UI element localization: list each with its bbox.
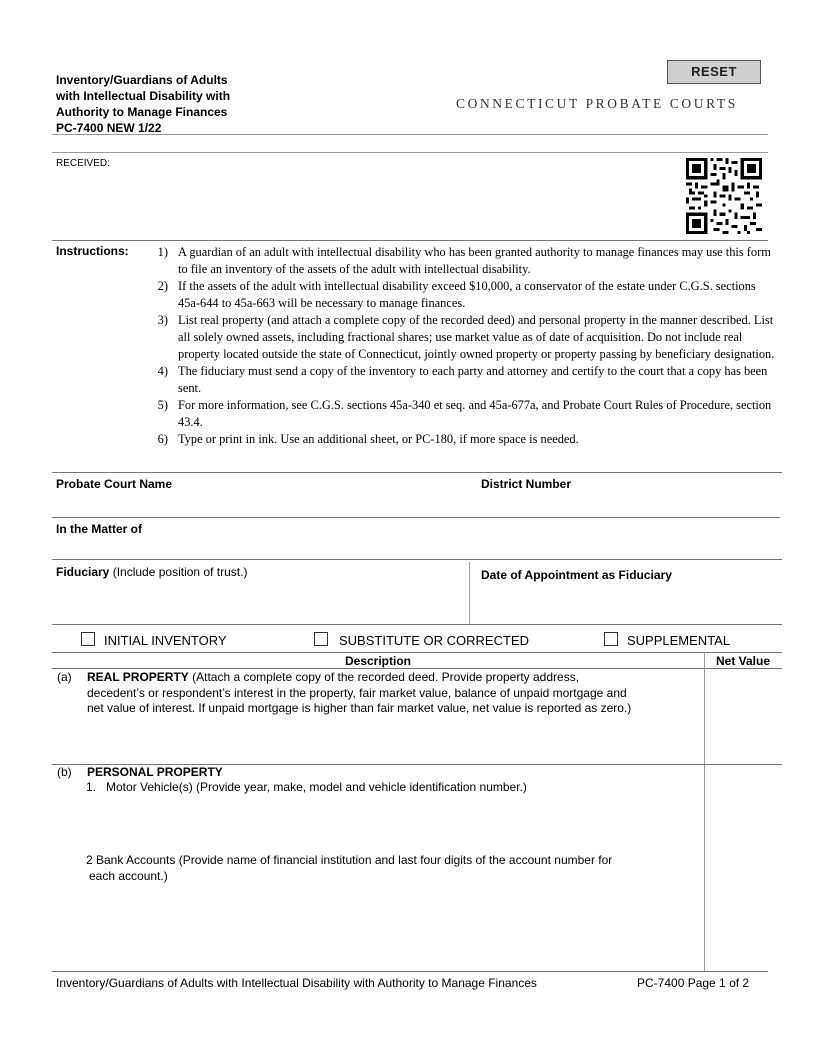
divider [469, 562, 470, 624]
divider [52, 152, 768, 153]
instruction-item [150, 244, 775, 278]
received-label: RECEIVED: [56, 158, 110, 169]
district-number-field[interactable] [481, 494, 771, 514]
fiduciary-label-group [56, 565, 247, 579]
real-property-instruction: net value of interest. If unpaid mortgage is higher than fair market value, net value is reported as zero.) [87, 701, 632, 715]
fiduciary-field[interactable] [56, 584, 461, 620]
bank-accounts-line: 2 Bank Accounts (Provide name of financial institution and last four digits of the account number for [86, 853, 613, 867]
instruction-item [150, 312, 775, 363]
date-of-appointment-field[interactable] [481, 586, 771, 620]
instruction-text: The fiduciary must send a copy of the inventory to each party and attorney and certify to the court that a copy has been sent. [178, 364, 768, 395]
instruction-item [150, 363, 775, 397]
probate-court-name-label: Probate Court Name [56, 477, 173, 491]
net-value-header: Net Value [715, 654, 771, 668]
divider [52, 134, 768, 135]
footer-form-title: Inventory/Guardians of Adults with Intellectual Disability with Authority to Manage Finances [56, 976, 537, 990]
instruction-item [150, 431, 775, 448]
district-number-label: District Number [481, 477, 572, 491]
instruction-number: 1) [157, 245, 168, 259]
motor-vehicles-entry-area[interactable] [87, 798, 699, 850]
date-of-appointment-label: Date of Appointment as Fiduciary [481, 568, 672, 582]
form-title-line: with Intellectual Disability with [56, 89, 231, 103]
initial-inventory-label: INITIAL INVENTORY [104, 633, 227, 648]
instruction-text: If the assets of the adult with intellectual disability exceed $10,000, a conservator of the estate under C.G.S. sections 45a-644 to 45a-663 will be necessary to manage finances. [178, 279, 756, 310]
personal-property-title-text: PERSONAL PROPERTY [87, 765, 223, 779]
bank-accounts-entry-area[interactable] [87, 886, 699, 966]
divider [52, 624, 782, 625]
instruction-text: List real property (and attach a complete copy of the recorded deed) and personal property in the manner described. List all solely owned assets, including fractional shares; use market value as of date of acquisition. Do not include real property located outside the state of Connecticut, jointly owned property or property passing by beneficiary designation. [178, 313, 775, 361]
real-property-description [87, 670, 699, 717]
bank-accounts-label [86, 853, 701, 884]
in-the-matter-of-label: In the Matter of [56, 522, 142, 536]
footer-page-number: PC-7400 Page 1 of 2 [637, 976, 750, 990]
court-name: CONNECTICUT PROBATE COURTS [456, 96, 738, 111]
real-property-net-value-field[interactable] [706, 670, 780, 762]
divider [52, 472, 782, 473]
instruction-number: 6) [157, 432, 168, 446]
table-top-border [52, 652, 782, 653]
footer-divider [52, 971, 768, 972]
instruction-text: A guardian of an adult with intellectual disability who has been granted authority to manage finances may use this form to file an inventory of the assets of the adult with intellectual disability. [178, 245, 771, 276]
fiduciary-sublabel: (Include position of trust.) [112, 565, 248, 579]
instructions-list [150, 244, 775, 448]
motor-vehicles-label: 1. Motor Vehicle(s) (Provide year, make, model and vehicle identification number.) [86, 780, 527, 794]
reset-button[interactable]: RESET [667, 60, 761, 84]
form-title [56, 72, 296, 136]
real-property-entry-area[interactable] [87, 720, 699, 762]
substitute-or-corrected-label: SUBSTITUTE OR CORRECTED [339, 633, 529, 648]
qr-code [686, 158, 762, 234]
instruction-item [150, 397, 775, 431]
net-value-column-divider [704, 652, 705, 972]
divider [52, 240, 768, 241]
description-header: Description [344, 654, 411, 668]
instructions-heading: Instructions: [56, 244, 129, 258]
instruction-text: Type or print in ink. Use an additional sheet, or PC-180, if more space is needed. [178, 432, 579, 446]
in-the-matter-of-field[interactable] [56, 538, 771, 556]
supplemental-label: SUPPLEMENTAL [627, 633, 731, 648]
fiduciary-label: Fiduciary [56, 565, 110, 579]
instruction-number: 2) [157, 279, 168, 293]
table-header-border [52, 668, 782, 669]
instruction-number: 3) [157, 313, 168, 327]
personal-property-letter: (b) [57, 765, 72, 779]
instruction-number: 4) [157, 364, 168, 378]
bank-accounts-line: each account.) [89, 868, 168, 883]
real-property-instruction: decedent’s or respondent’s interest in the property, fair market value, balance of unpaid mortgage and [87, 685, 627, 700]
real-property-letter: (a) [57, 670, 72, 684]
form-number: PC-7400 NEW 1/22 [56, 121, 162, 135]
substitute-or-corrected-checkbox[interactable] [314, 632, 328, 646]
personal-property-net-value-field[interactable] [706, 766, 780, 966]
real-property-instruction: (Attach a complete copy of the recorded deed. Provide property address, [192, 670, 580, 684]
probate-court-name-field[interactable] [56, 494, 466, 514]
form-title-line: Authority to Manage Finances [56, 105, 228, 119]
instruction-text: For more information, see C.G.S. sections 45a-340 et seq. and 45a-677a, and Probate Court Rules of Procedure, section 43.4. [178, 398, 772, 429]
divider [52, 517, 780, 518]
instruction-number: 5) [157, 398, 168, 412]
personal-property-title [87, 765, 223, 781]
form-title-line: Inventory/Guardians of Adults [56, 73, 228, 87]
instruction-item [150, 278, 775, 312]
divider [52, 559, 782, 560]
supplemental-checkbox[interactable] [604, 632, 618, 646]
real-property-title: REAL PROPERTY [87, 670, 189, 684]
initial-inventory-checkbox[interactable] [81, 632, 95, 646]
